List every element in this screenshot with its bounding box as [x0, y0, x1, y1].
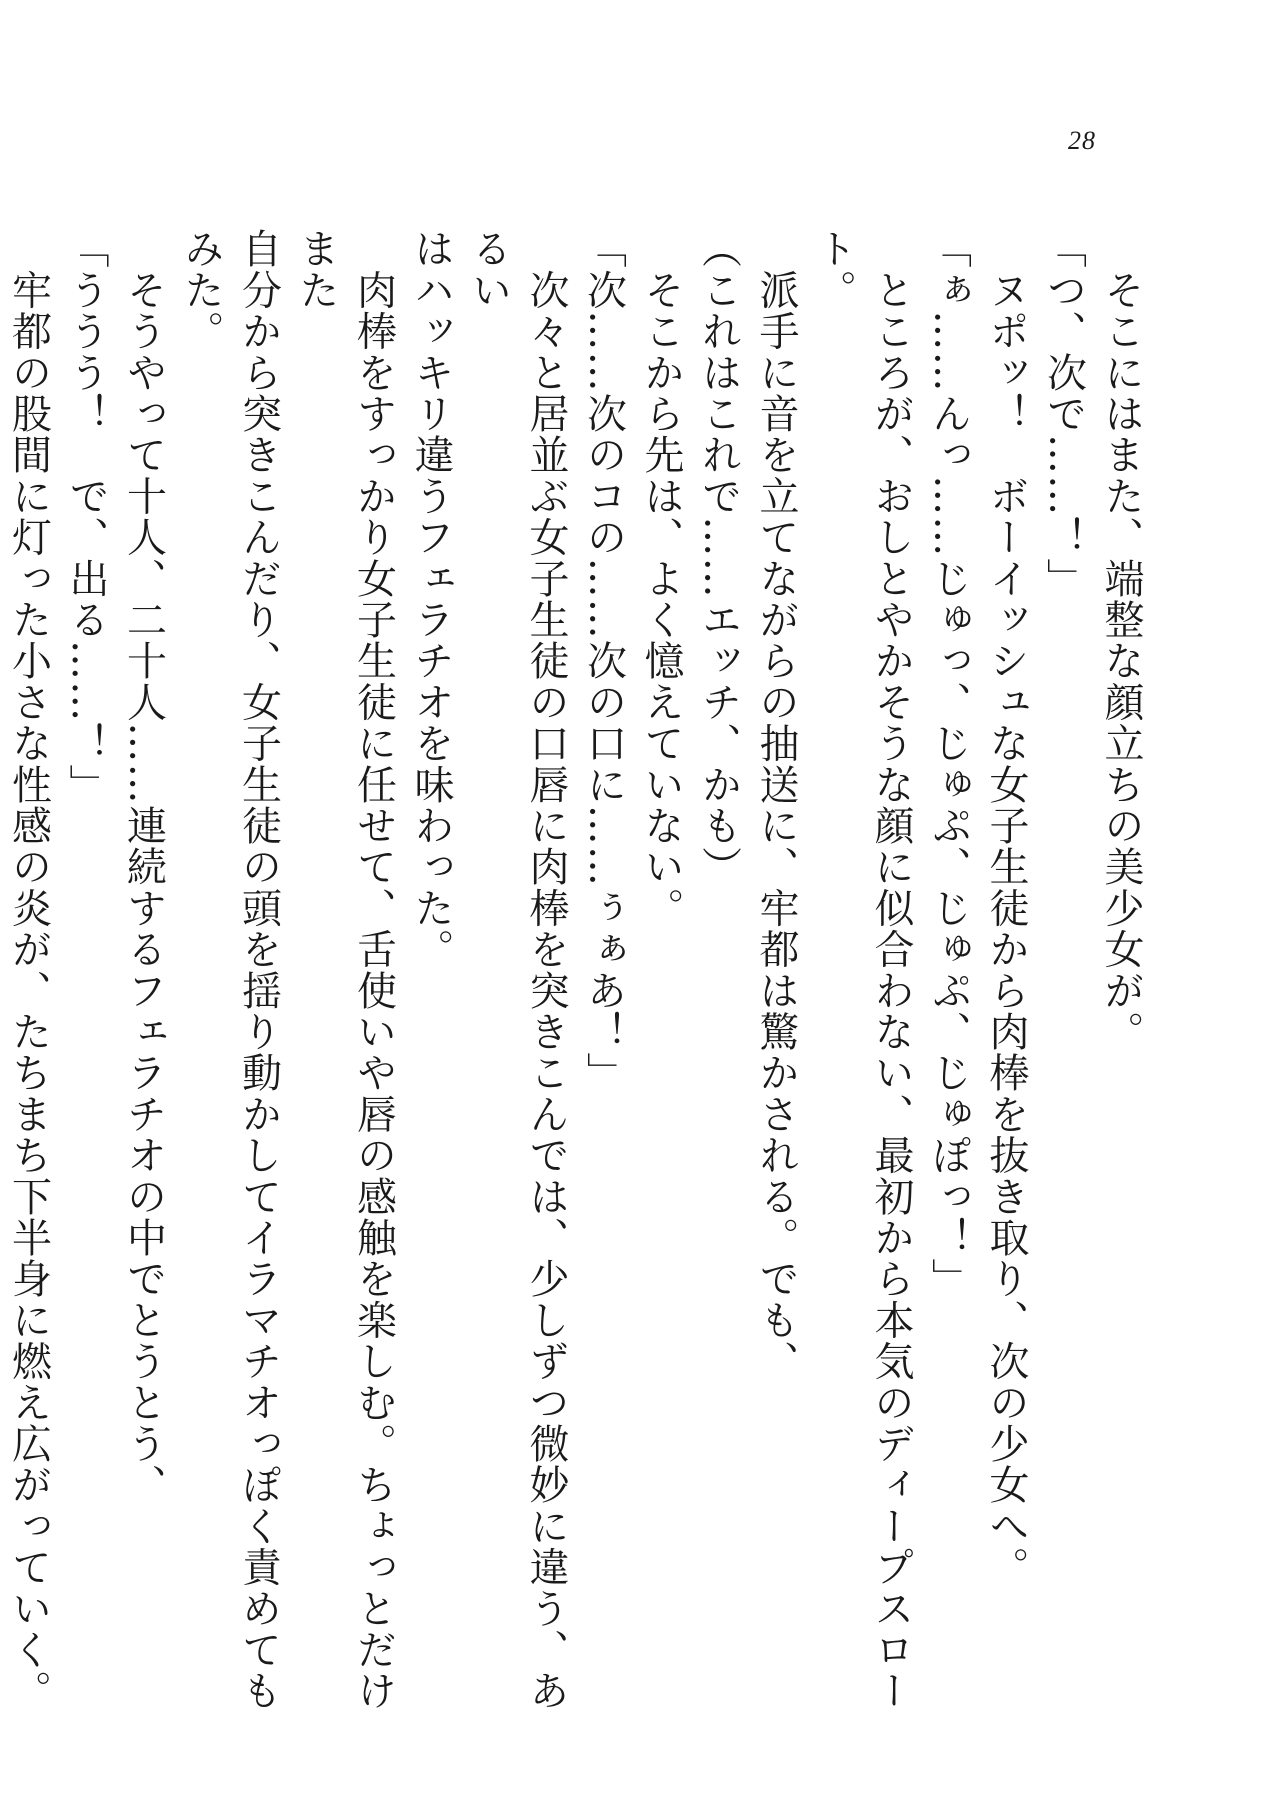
text-line: 次々と居並ぶ女子生徒の口唇に肉棒を突きこんでは、少しずつ微妙に違う、あるい — [465, 228, 569, 1712]
text-line: 牢都の股間に灯った小さな性感の炎が、たちまち下半身に燃え広がっていく。 — [5, 269, 52, 1712]
page-number: 28 — [1068, 126, 1096, 155]
text-line: （これはこれで……エッチ、かも） — [695, 228, 742, 888]
text-line: そうやって十人、二十人……連続するフェラチオの中でとうとう、 — [120, 228, 167, 1506]
text-line: ところが、おしとやかそうな顔に似合わない、最初から本気のディープスロート。 — [810, 228, 914, 1712]
vertical-text-body — [5, 228, 1149, 1748]
text-line: 「次……次のコの……次の口に……ぅぁあ！」 — [580, 228, 627, 1094]
text-line: ヌポッ！ ボーイッシュな女子生徒から肉棒を抜き取り、次の少女へ。 — [983, 228, 1029, 1588]
text-line: 「ううう！ で、出る……！」 — [63, 228, 109, 805]
text-line: そこにはまた、端整な顔立ちの美少女が。 — [1098, 228, 1144, 1052]
text-line: 肉棒をすっかり女子生徒に任せて、舌使いや唇の感触を楽しむ。ちょっとだけまた — [293, 228, 397, 1712]
text-line: そこから先は、よく憶えていない。 — [638, 228, 684, 929]
text-line: 自分から突きこんだり、女子生徒の頭を揺り動かしてイラマチオっぽく責めてもみた。 — [178, 228, 282, 1712]
text-line: 派手に音を立てながらの抽送に、牢都は驚かされる。でも、 — [753, 228, 799, 1382]
text-line: 「つ、次で……！」 — [1040, 228, 1087, 599]
text-line: 「ぁ……んっ……じゅっ、じゅぷ、じゅぷ、じゅぽっ！」 — [925, 228, 972, 1300]
text-line: はハッキリ違うフェラチオを味わった。 — [408, 228, 454, 970]
